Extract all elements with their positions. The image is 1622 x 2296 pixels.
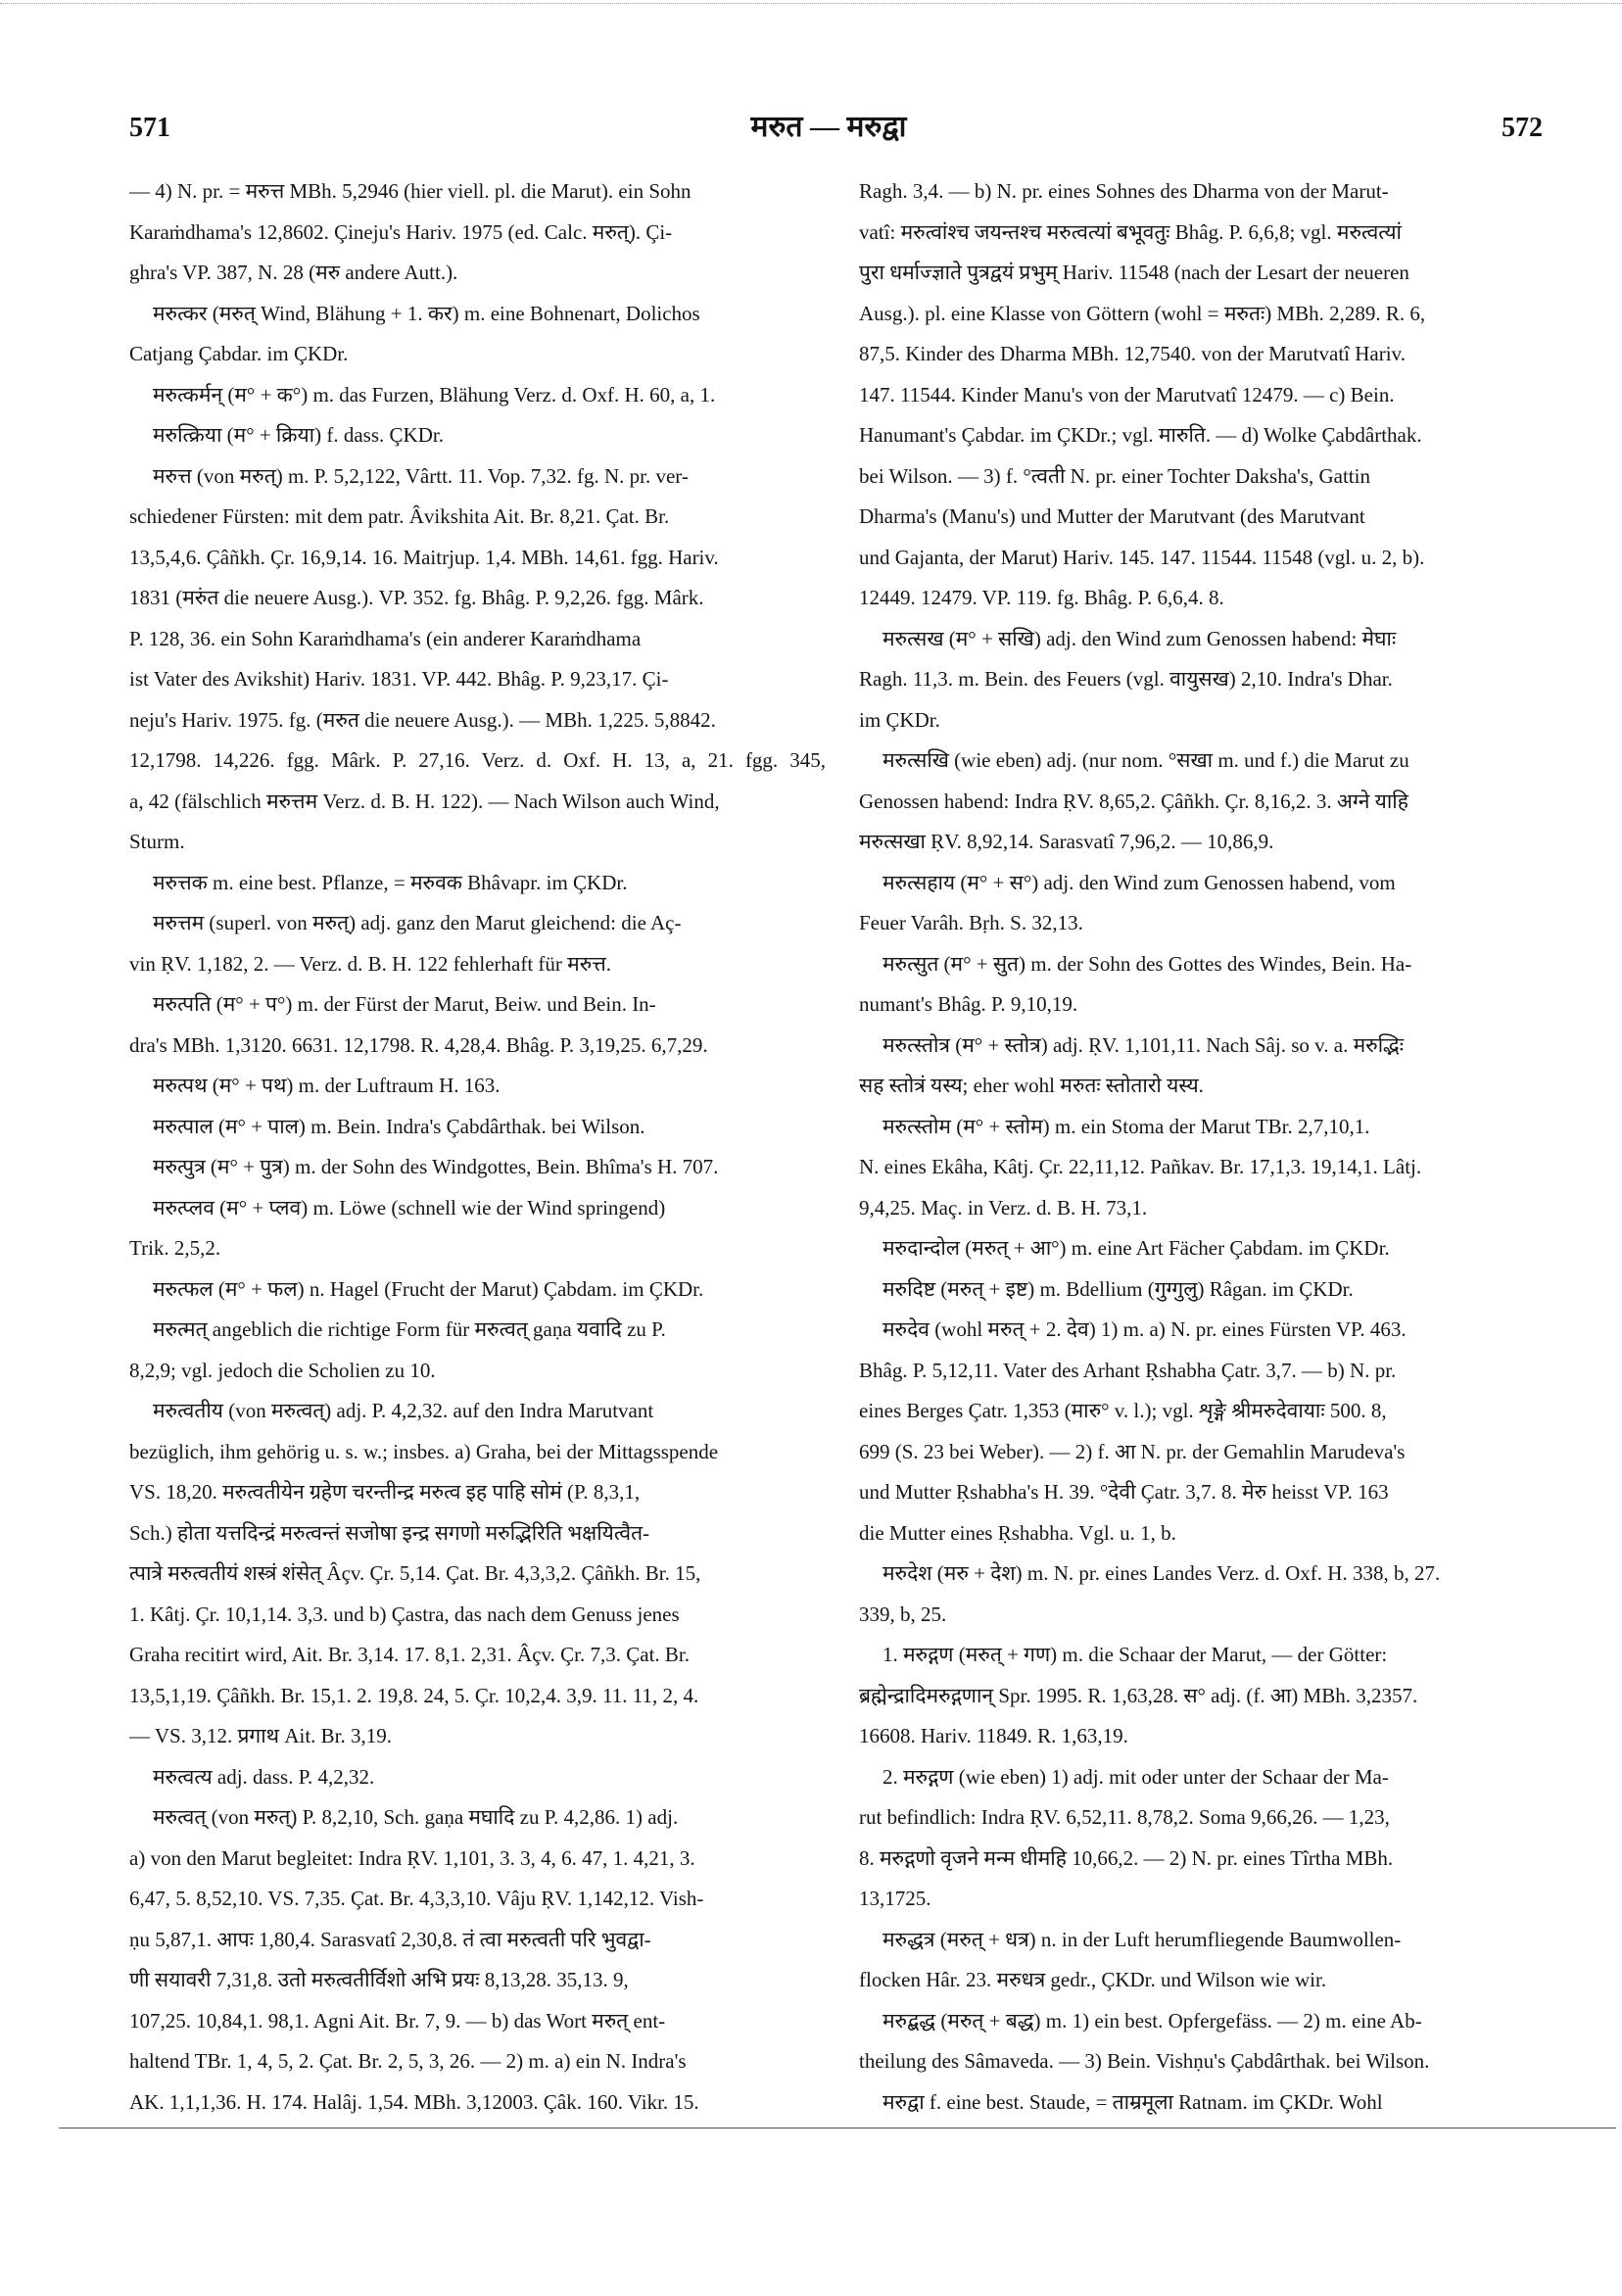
entry-text-line: — VS. 3,12. प्रगाथ Ait. Br. 3,19.	[129, 1724, 393, 1747]
entry-text-line: VS. 18,20. मरुत्वतीयेन ग्रहेण चरन्तीन्द्र मरुत्व इह पाहि सोमं (P. 8,3,1,	[129, 1480, 641, 1504]
entry-text-line: a, 42 (fälschlich मरुत्तम Verz. d. B. H. 122). — Nach Wilson auch Wind,	[129, 789, 720, 813]
dictionary-entry	[859, 2082, 1545, 2124]
entry-text-line: त्पात्रे मरुत्वतीयं शस्त्रं शंसेत् Âçv. Çr. 5,14. Çat. Br. 4,3,3,2. Çâñkh. Br. 15,	[129, 1561, 701, 1585]
entry-headword-line: मरुदेव (wohl मरुत् + 2. देव) 1) m. a) N. pr. eines Fürsten VP. 463.	[883, 1317, 1407, 1341]
entry-headword-line: 1. मरुद्गण (मरुत् + गण) m. die Schaar der Marut, — der Götter:	[883, 1643, 1388, 1666]
entry-headword-line: मरुत्फल (म° + फल) n. Hagel (Frucht der Marut) Çabdam. im ÇKDr.	[153, 1276, 704, 1301]
entry-headword-line: मरुत्सखि (wie eben) adj. (nur nom. °सखा m. und f.) die Marut zu	[883, 748, 1409, 772]
entry-headword-line: मरुदेश (मरु + देश) m. N. pr. eines Landes Verz. d. Oxf. H. 338, b, 27.	[883, 1561, 1441, 1585]
dictionary-entry	[129, 903, 826, 984]
continued-entry	[129, 171, 826, 294]
entry-headword-line: मरुत्पाल (म° + पाल) m. Bein. Indra's Çabdârthak. bei Wilson.	[153, 1114, 645, 1138]
entry-headword-line: मरुत्सुत (म° + सुत) m. der Sohn des Gottes des Windes, Bein. Ha-	[883, 951, 1412, 976]
entry-text-line: Sch.) होता यत्तदिन्द्रं मरुत्वन्तं सजोषा इन्द्र सगणो मरुद्भिरिति भक्षयित्वैत-	[129, 1520, 650, 1545]
entry-text-line: 6,47, 5. 8,52,10. VS. 7,35. Çat. Br. 4,3,3,10. Vâju ṚV. 1,142,12. Vish-	[129, 1887, 704, 1910]
entry-headword-line: मरुत्वत्य adj. dass. P. 4,2,32.	[153, 1764, 375, 1789]
entry-headword-line: मरुत्स्तोम (म° + स्तोम) m. ein Stoma der Marut TBr. 2,7,10,1.	[883, 1114, 1370, 1138]
dictionary-entry	[859, 1107, 1545, 1229]
entry-headword-line: मरुत्सख (म° + सखि) adj. den Wind zum Genossen habend: मेघाः	[883, 626, 1397, 650]
entry-text-line: Bhâg. P. 5,12,11. Vater des Arhant Ṛshabha Çatr. 3,7. — b) N. pr.	[859, 1358, 1397, 1382]
dictionary-entry	[129, 294, 826, 375]
entry-text-line: 1. Kâtj. Çr. 10,1,14. 3,3. und b) Çastra, das nach dem Genuss jenes	[129, 1602, 680, 1626]
entry-text-line: Trik. 2,5,2.	[129, 1236, 221, 1260]
entry-headword-line: मरुत्कर (मरुत् Wind, Blähung + 1. कर) m. eine Bohnenart, Dolichos	[153, 301, 700, 325]
entry-headword-line: मरुद्धत्र (मरुत् + धत्र) n. in der Luft herumfliegende Baumwollen-	[883, 1927, 1402, 1951]
dictionary-entry	[129, 984, 826, 1066]
entry-text-line: पुरा धर्माज्ज्ञाते पुत्रद्वयं प्रभुम् Hariv. 11548 (nach der Lesart der neueren	[859, 261, 1409, 284]
entry-text-line: मरुत्सखा ṚV. 8,92,14. Sarasvatî 7,96,2. — 10,86,9.	[859, 830, 1274, 853]
entry-text-line: theilung des Sâmaveda. — 3) Bein. Vishṇu's Çabdârthak. bei Wilson.	[859, 2049, 1430, 2073]
entry-headword-line: मरुत्मत् angeblich die richtige Form für मरुत्वत् gaṇa यवादि zu P.	[153, 1317, 666, 1341]
entry-headword-line: मरुदान्दोल (मरुत् + आ°) m. eine Art Fächer Çabdam. im ÇKDr.	[883, 1236, 1390, 1260]
entry-text-line: 13,5,1,19. Çâñkh. Br. 15,1. 2. 19,8. 24, 5. Çr. 10,2,4. 3,9. 11. 11, 2, 4.	[129, 1683, 699, 1707]
entry-headword-line: मरुदिष्ट (मरुत् + इष्ट) m. Bdellium (गुग्गुलु) Râgan. im ÇKDr.	[883, 1276, 1354, 1301]
entry-text-line: Ausg.). pl. eine Klasse von Göttern (wohl = मरुतः) MBh. 2,289. R. 6,	[859, 301, 1426, 325]
page-number-left: 571	[129, 113, 170, 143]
entry-text-line: 9,4,25. Maç. in Verz. d. B. H. 73,1.	[859, 1195, 1148, 1220]
entry-headword-line: मरुत्वत् (von मरुत्) P. 8,2,10, Sch. gaṇa मघादि zu P. 4,2,86. 1) adj.	[153, 1805, 679, 1829]
dictionary-entry	[859, 1635, 1545, 1757]
entry-headword-line: मरुत्पथ (म° + पथ) m. der Luftraum H. 163.	[153, 1074, 501, 1097]
entry-headword-line: मरुत्सहाय (म° + स°) adj. den Wind zum Genossen habend, vom	[883, 870, 1396, 894]
dictionary-entry	[129, 1147, 826, 1188]
entry-text-line: vatî: मरुत्वांश्च जयन्तश्च मरुत्वत्यां बभूवतुः Bhâg. P. 6,6,8; vgl. मरुत्वत्यां	[859, 219, 1402, 244]
entry-headword-line: मरुत्तक m. eine best. Pflanze, = मरुवक Bhâvapr. im ÇKDr.	[153, 870, 628, 894]
entry-text-line: 16608. Hariv. 11849. R. 1,63,19.	[859, 1724, 1128, 1747]
entry-headword-line: मरुत्प्लव (म° + प्लव) m. Löwe (schnell wie der Wind springend)	[153, 1195, 666, 1220]
dictionary-entry	[859, 944, 1545, 1026]
dictionary-entry	[859, 1554, 1545, 1635]
dictionary-entry	[859, 1310, 1545, 1554]
entry-text-line: — 4) N. pr. = मरुत्त MBh. 5,2946 (hier viell. pl. die Marut). ein Sohn	[129, 179, 692, 203]
entry-headword-line: मरुद्वा f. eine best. Staude, = ताम्रमूला Ratnam. im ÇKDr. Wohl	[883, 2089, 1383, 2114]
right-column	[859, 171, 1545, 2123]
entry-text-line: णी सयावरी 7,31,8. उतो मरुत्वतीर्विशो अभि प्रयः 8,13,28. 35,13. 9,	[129, 1968, 629, 1991]
entry-headword-line: मरुत्कर्मन् (म° + क°) m. das Furzen, Blähung Verz. d. Oxf. H. 60, a, 1.	[153, 382, 716, 407]
dictionary-entry	[859, 1026, 1545, 1107]
entry-text-line: schiedener Fürsten: mit dem patr. Âvikshita Ait. Br. 8,21. Çat. Br.	[129, 504, 670, 528]
dictionary-entry	[859, 1757, 1545, 1920]
entry-text-line: neju's Hariv. 1975. fg. (मरुत die neuere Ausg.). — MBh. 1,225. 5,8842.	[129, 707, 716, 732]
entry-text-line: 699 (S. 23 bei Weber). — 2) f. आ N. pr. der Gemahlin Marudeva's	[859, 1439, 1406, 1463]
left-column	[129, 171, 826, 2123]
dictionary-entry	[129, 1757, 826, 1798]
entry-text-line: Ragh. 11,3. m. Bein. des Feuers (vgl. वायुसख) 2,10. Indra's Dhar.	[859, 667, 1393, 691]
entry-text-line: vin ṚV. 1,182, 2. — Verz. d. B. H. 122 fehlerhaft für मरुत्त.	[129, 951, 612, 976]
entry-headword-line: मरुत्तम (superl. von मरुत्) adj. ganz den Marut gleichend: die Aç-	[153, 911, 682, 934]
entry-text-line: N. eines Ekâha, Kâtj. Çr. 22,11,12. Pañkav. Br. 17,1,3. 19,14,1. Lâtj.	[859, 1155, 1422, 1178]
entry-text-line: dra's MBh. 1,3120. 6631. 12,1798. R. 4,28,4. Bhâg. P. 3,19,25. 6,7,29.	[129, 1032, 708, 1057]
entry-text-line: AK. 1,1,1,36. H. 174. Halâj. 1,54. MBh. 3,12003. Çâk. 160. Vikr. 15.	[129, 2089, 699, 2114]
entry-text-line: Graha recitirt wird, Ait. Br. 3,14. 17. 8,1. 2,31. Âçv. Çr. 7,3. Çat. Br.	[129, 1643, 690, 1666]
entry-headword-line: मरुत्पति (म° + प°) m. der Fürst der Marut, Beiw. und Bein. In-	[153, 992, 656, 1016]
entry-text-line: 107,25. 10,84,1. 98,1. Agni Ait. Br. 7, 9. — b) das Wort मरुत् ent-	[129, 2008, 666, 2033]
entry-text-line: Catjang Çabdar. im ÇKDr.	[129, 342, 349, 365]
entry-text-line: und Mutter Ṛshabha's H. 39. °देवी Çatr. 3,7. 8. मेरु heisst VP. 163	[859, 1480, 1389, 1504]
entry-text-line: 147. 11544. Kinder Manu's von der Marutvatî 12479. — c) Bein.	[859, 382, 1395, 407]
dictionary-entry	[859, 1920, 1545, 2001]
continued-entry	[859, 171, 1545, 619]
dictionary-entry	[859, 1269, 1545, 1311]
entry-text-line: Hanumant's Çabdar. im ÇKDr.; vgl. मारुति. — d) Wolke Çabdârthak.	[859, 423, 1422, 447]
entry-text-line: 1831 (मरुंत die neuere Ausg.). VP. 352. fg. Bhâg. P. 9,2,26. fgg. Mârk.	[129, 586, 704, 609]
dictionary-entry	[859, 741, 1545, 863]
running-head: मरुत — मरुद्वा	[750, 111, 907, 143]
page-number-right: 572	[1502, 113, 1543, 143]
entry-headword-line: मरुत्क्रिया (म° + क्रिया) f. dass. ÇKDr.	[153, 423, 444, 447]
entry-text-line: ṇu 5,87,1. आपः 1,80,4. Sarasvatî 2,30,8. तं त्वा मरुत्वती परि भुवद्वा-	[129, 1927, 651, 1951]
entry-text-line: Sturm.	[129, 830, 185, 853]
dictionary-entry	[859, 619, 1545, 741]
entry-text-line: flocken Hâr. 23. मरुधत्र gedr., ÇKDr. und Wilson wie wir.	[859, 1968, 1327, 1991]
entry-text-line: a) von den Marut begleitet: Indra ṚV. 1,101, 3. 3, 4, 6. 47, 1. 4,21, 3.	[129, 1845, 695, 1870]
dictionary-entry	[129, 375, 826, 416]
dictionary-entry	[129, 415, 826, 456]
entry-text-line: 87,5. Kinder des Dharma MBh. 12,7540. von der Marutvatî Hariv.	[859, 342, 1406, 365]
dictionary-entry	[129, 1066, 826, 1107]
entry-text-line: 12449. 12479. VP. 119. fg. Bhâg. P. 6,6,4. 8.	[859, 586, 1224, 609]
entry-headword-line: 2. मरुद्गण (wie eben) 1) adj. mit oder unter der Schaar der Ma-	[883, 1764, 1389, 1789]
entry-text-line: numant's Bhâg. P. 9,10,19.	[859, 992, 1078, 1016]
entry-text-line: Feuer Varâh. Bṛh. S. 32,13.	[859, 911, 1083, 934]
entry-text-line: सह स्तोत्रं यस्य; eher wohl मरुतः स्तोतारो यस्य.	[859, 1074, 1204, 1097]
entry-text-line: bezüglich, ihm gehörig u. s. w.; insbes. a) Graha, bei der Mittagsspende	[129, 1439, 719, 1463]
entry-headword-line: मरुत्स्तोत्र (म° + स्तोत्र) adj. ṚV. 1,101,11. Nach Sâj. so v. a. मरुद्भिः	[883, 1032, 1404, 1057]
entry-text-line: Ragh. 3,4. — b) N. pr. eines Sohnes des Dharma von der Marut-	[859, 179, 1389, 203]
dictionary-entry	[129, 1391, 826, 1757]
dictionary-entry	[129, 1107, 826, 1148]
bottom-rule	[59, 2128, 1616, 2129]
dictionary-entry	[129, 456, 826, 863]
entry-text-line: 339, b, 25.	[859, 1602, 947, 1626]
entry-text-line: rut befindlich: Indra ṚV. 6,52,11. 8,78,2. Soma 9,66,26. — 1,23,	[859, 1805, 1390, 1829]
entry-text-line: P. 128, 36. ein Sohn Karaṁdhama's (ein anderer Karaṁdhama	[129, 626, 642, 650]
entry-text-line: 12,1798. 14,226. fgg. Mârk. P. 27,16. Verz. d. Oxf. H. 13, a, 21. fgg. 345,	[129, 748, 826, 772]
entry-text-line: 13,5,4,6. Çâñkh. Çr. 16,9,14. 16. Maitrjup. 1,4. MBh. 14,61. fgg. Hariv.	[129, 545, 719, 569]
entry-headword-line: मरुत्पुत्र (म° + पुत्र) m. der Sohn des Windgottes, Bein. Bhîma's H. 707.	[153, 1155, 719, 1178]
entry-text-line: 8,2,9; vgl. jedoch die Scholien zu 10.	[129, 1358, 436, 1382]
dictionary-entry	[129, 1797, 826, 2123]
entry-text-line: die Mutter eines Ṛshabha. Vgl. u. 1, b.	[859, 1520, 1176, 1545]
entry-text-line: ist Vater des Avikshit) Hariv. 1831. VP. 442. Bhâg. P. 9,23,17. Çi-	[129, 667, 669, 691]
entry-text-line: eines Berges Çatr. 1,353 (मारु° v. l.); vgl. शृङ्गे श्रीमरुदेवायाः 500. 8,	[859, 1399, 1387, 1422]
top-rule	[0, 3, 1622, 4]
dictionary-entry	[129, 863, 826, 904]
entry-headword-line: मरुत्त (von मरुत्) m. P. 5,2,122, Vârtt. 11. Vop. 7,32. fg. N. pr. ver-	[153, 463, 689, 488]
entry-text-line: haltend TBr. 1, 4, 5, 2. Çat. Br. 2, 5, 3, 26. — 2) m. a) ein N. Indra's	[129, 2049, 687, 2073]
entry-text-line: bei Wilson. — 3) f. °त्वती N. pr. einer Tochter Daksha's, Gattin	[859, 463, 1370, 488]
entry-text-line: 13,1725.	[859, 1887, 931, 1910]
dictionary-entry	[129, 1269, 826, 1311]
entry-text-line: Dharma's (Manu's) und Mutter der Marutvant (des Marutvant	[859, 504, 1365, 528]
entry-text-line: ghra's VP. 387, N. 28 (मरु andere Autt.).	[129, 261, 458, 284]
entry-headword-line: मरुद्बद्ध (मरुत् + बद्ध) m. 1) ein best. Opfergefäss. — 2) m. eine Ab-	[883, 2008, 1422, 2033]
dictionary-entry	[129, 1310, 826, 1391]
entry-headword-line: मरुत्वतीय (von मरुत्वत्) adj. P. 4,2,32. auf den Indra Marutvant	[153, 1399, 654, 1422]
entry-text-line: Genossen habend: Indra ṚV. 8,65,2. Çâñkh. Çr. 8,16,2. 3. अग्ने याहि	[859, 789, 1408, 813]
dictionary-entry	[859, 1228, 1545, 1269]
dictionary-entry	[859, 2001, 1545, 2082]
entry-text-line: 8. मरुद्गणो वृजने मन्म धीमहि 10,66,2. — 2) N. pr. eines Tîrtha MBh.	[859, 1845, 1394, 1870]
dictionary-entry	[129, 1188, 826, 1269]
entry-text-line: im ÇKDr.	[859, 707, 940, 732]
entry-text-line: Karaṁdhama's 12,8602. Çineju's Hariv. 1975 (ed. Calc. मरुत्). Çi-	[129, 219, 673, 244]
entry-text-line: ब्रह्मेन्द्रादिमरुद्गणान् Spr. 1995. R. 1,63,28. स° adj. (f. आ) MBh. 3,2357.	[859, 1683, 1418, 1707]
dictionary-entry	[859, 863, 1545, 944]
entry-text-line: und Gajanta, der Marut) Hariv. 145. 147. 11544. 11548 (vgl. u. 2, b).	[859, 545, 1425, 569]
